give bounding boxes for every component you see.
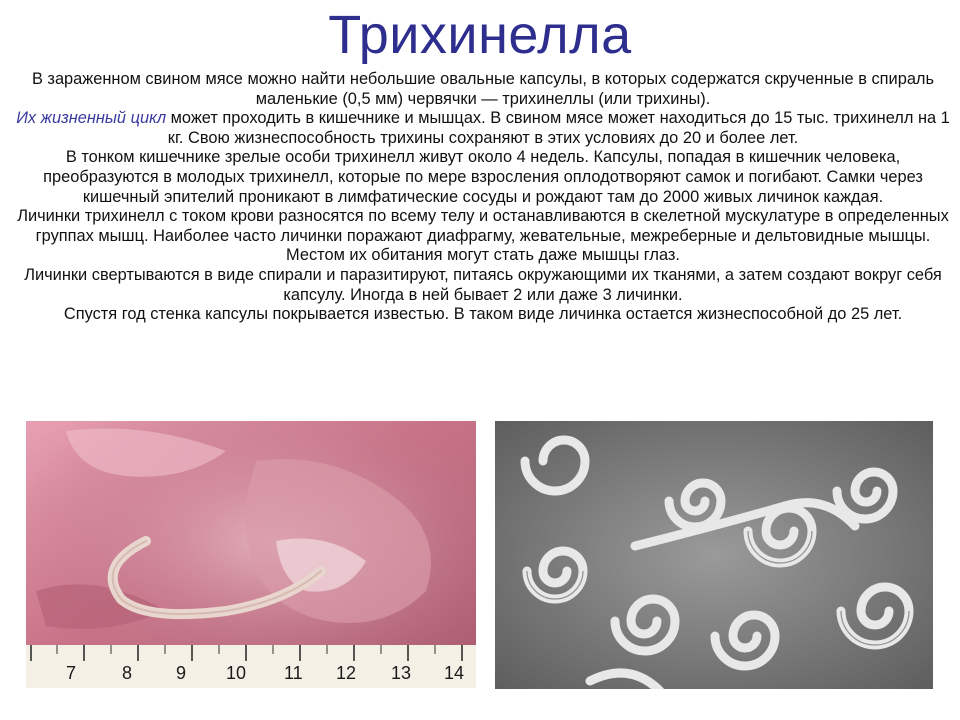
- coiled-larvae-illustration: [495, 421, 933, 689]
- paragraph-4: Личинки трихинелл с током крови разносятся по всему телу и останавливаются в скелетной мускулатуре в определенных группах мышц. Наиболее часто личинки поражают диафрагму, жевательные, межреберные и дельтовидные мышцы. Местом их обитания могут стать даже мышцы глаз.: [17, 207, 949, 265]
- ruler-number: 8: [122, 663, 133, 683]
- paragraph-1: В зараженном свином мясе можно найти небольшие овальные капсулы, в которых содержатся скрученные в спираль маленькие (0,5 мм) червячки — трихинеллы (или трихины).: [31, 70, 935, 108]
- ruler-number: 12: [336, 663, 357, 683]
- paragraph-6: Спустя год стенка капсулы покрывается известью. В таком виде личинка остается жизнеспособной до 25 лет.: [63, 305, 903, 324]
- larvae-micrograph-photo: [495, 421, 933, 689]
- ruler-number: 7: [66, 663, 77, 683]
- ruler-number: 13: [391, 663, 412, 683]
- body-text: [8, 70, 958, 325]
- paragraph-2-text: может проходить в кишечнике и мышцах. В свином мясе может находиться до 15 тыс. трихинелл на 1 кг. Свою жизнеспособность трихины сохраняют в этих условиях до 20 и более лет.: [166, 109, 950, 147]
- ruler-number: 11: [284, 663, 303, 683]
- paragraph-5: Личинки свертываются в виде спирали и паразитируют, питаясь окружающими их тканями, а затем создают вокруг себя капсулу. Иногда в ней бывает 2 или даже 3 личинки.: [24, 265, 942, 304]
- worm-in-tissue-illustration: [26, 421, 476, 688]
- ruler-number: 9: [176, 663, 187, 683]
- paragraph-3: В тонком кишечнике зрелые особи трихинелл живут около 4 недель. Капсулы, попадая в кишечник человека, преобразуются в молодых трихинелл, которые по мере взросления оплодотворяют самок и погибают. Самки через кишечный эпителий проникают в лимфатические сосуды и рождают там до 2000 живых личинок каждая.: [43, 148, 923, 206]
- page-title: Трихинелла: [328, 5, 632, 65]
- worm-in-tissue-photo: [26, 421, 476, 688]
- ruler-number: 10: [226, 663, 247, 683]
- ruler-number: 14: [444, 663, 465, 683]
- life-cycle-highlight: Их жизненный цикл: [16, 109, 167, 128]
- paragraph-2: [8, 109, 958, 148]
